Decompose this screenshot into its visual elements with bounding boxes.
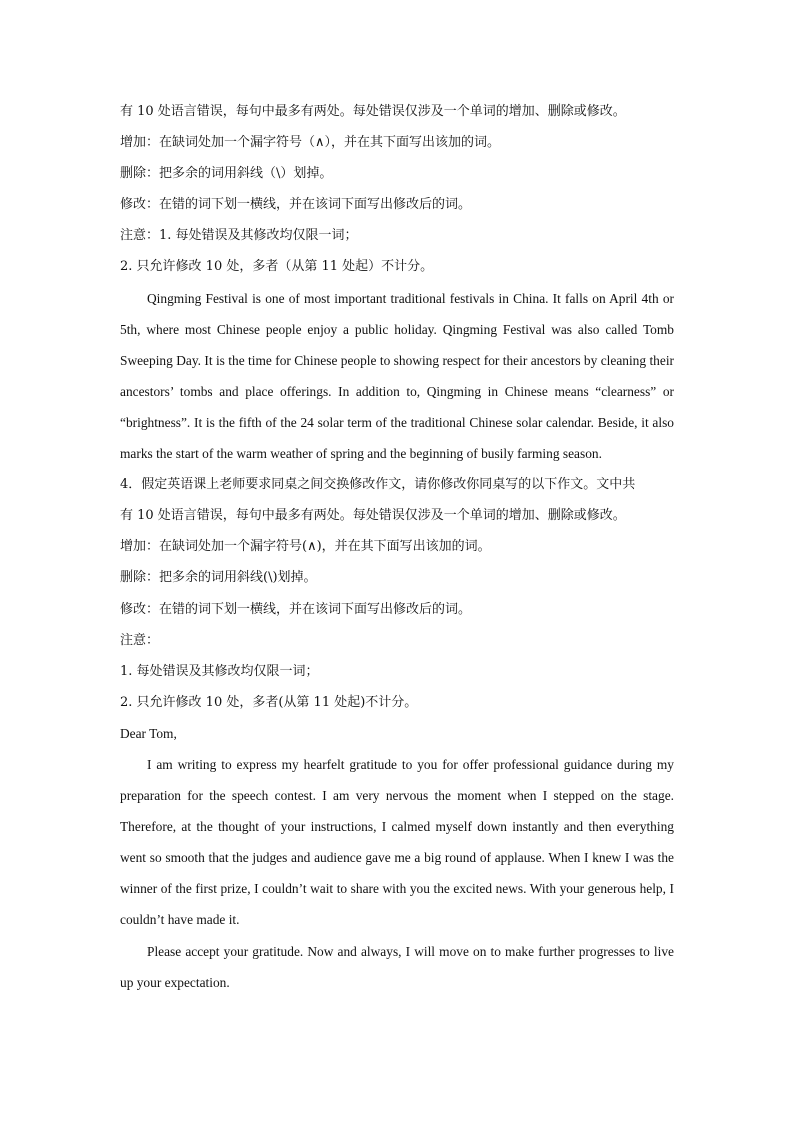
instruction-line: 注意：1. 每处错误及其修改均仅限一词； xyxy=(120,228,358,244)
question-4-line: 4．假定英语课上老师要求同桌之间交换修改作文，请你修改你同桌写的以下作文。文中共 xyxy=(120,477,636,493)
instruction-line: 注意： xyxy=(120,632,160,648)
instruction-line: 有 10 处语言错误，每句中最多有两处。每处错误仅涉及一个单词的增加、删除或修改。 xyxy=(120,104,626,119)
instruction-line: 增加：在缺词处加一个漏字符号(∧)，并在其下面写出该加的词。 xyxy=(120,539,491,555)
instruction-line: 修改：在错的词下划一横线，并在该词下面写出修改后的词。 xyxy=(120,197,472,213)
letter-paragraph-1: I am writing to express my hearfelt gratitude to you for offer professional guidance during my preparation for the speech contest. I am very nervous the moment when I stepped on the stage. Therefore, at the thought of your instructions, I calmed myself down instantly and then everything went so smooth that the judges and audience gave me a big round of applause. When I knew I was the winner of the first prize, I couldn’t wait to share with you the excited news. With your generous help, I couldn’t have made it. xyxy=(120,756,674,928)
instruction-line: 修改：在错的词下划一横线，并在该词下面写出修改后的词。 xyxy=(120,601,472,617)
instruction-line: 删除：把多余的词用斜线(\)划掉。 xyxy=(120,570,317,586)
instruction-line: 删除：把多余的词用斜线（\）划掉。 xyxy=(120,166,333,182)
instruction-line: 2. 只允许修改 10 处，多者（从第 11 处起）不计分。 xyxy=(120,259,434,275)
instruction-line: 有 10 处语言错误，每句中最多有两处。每处错误仅涉及一个单词的增加、删除或修改。 xyxy=(120,508,626,524)
instruction-line: 增加：在缺词处加一个漏字符号（∧），并在其下面写出该加的词。 xyxy=(120,135,501,151)
instruction-line: 2. 只允许修改 10 处，多者(从第 11 处起)不计分。 xyxy=(120,694,418,710)
instruction-line: 1. 每处错误及其修改均仅限一词； xyxy=(120,663,319,679)
letter-salutation: Dear Tom, xyxy=(120,725,177,741)
qingming-passage: Qingming Festival is one of most important traditional festivals in China. It falls on April 4th or 5th, where most Chinese people enjoy a public holiday. Qingming Festival was also called Tomb Sweeping Day. It is the time for Chinese people to showing respect for their ancestors by cleaning their ancestors’ tombs and place offerings. In addition to, Qingming in Chinese means “clearness” or “brightness”. It is the fifth of the 24 solar term of the traditional Chinese solar calendar. Beside, it also marks the start of the warm weather of spring and the beginning of busily farming season. xyxy=(120,290,674,462)
letter-paragraph-2: Please accept your gratitude. Now and always, I will move on to make further progresses to live up your expectation. xyxy=(120,943,674,990)
document-page xyxy=(120,96,674,998)
